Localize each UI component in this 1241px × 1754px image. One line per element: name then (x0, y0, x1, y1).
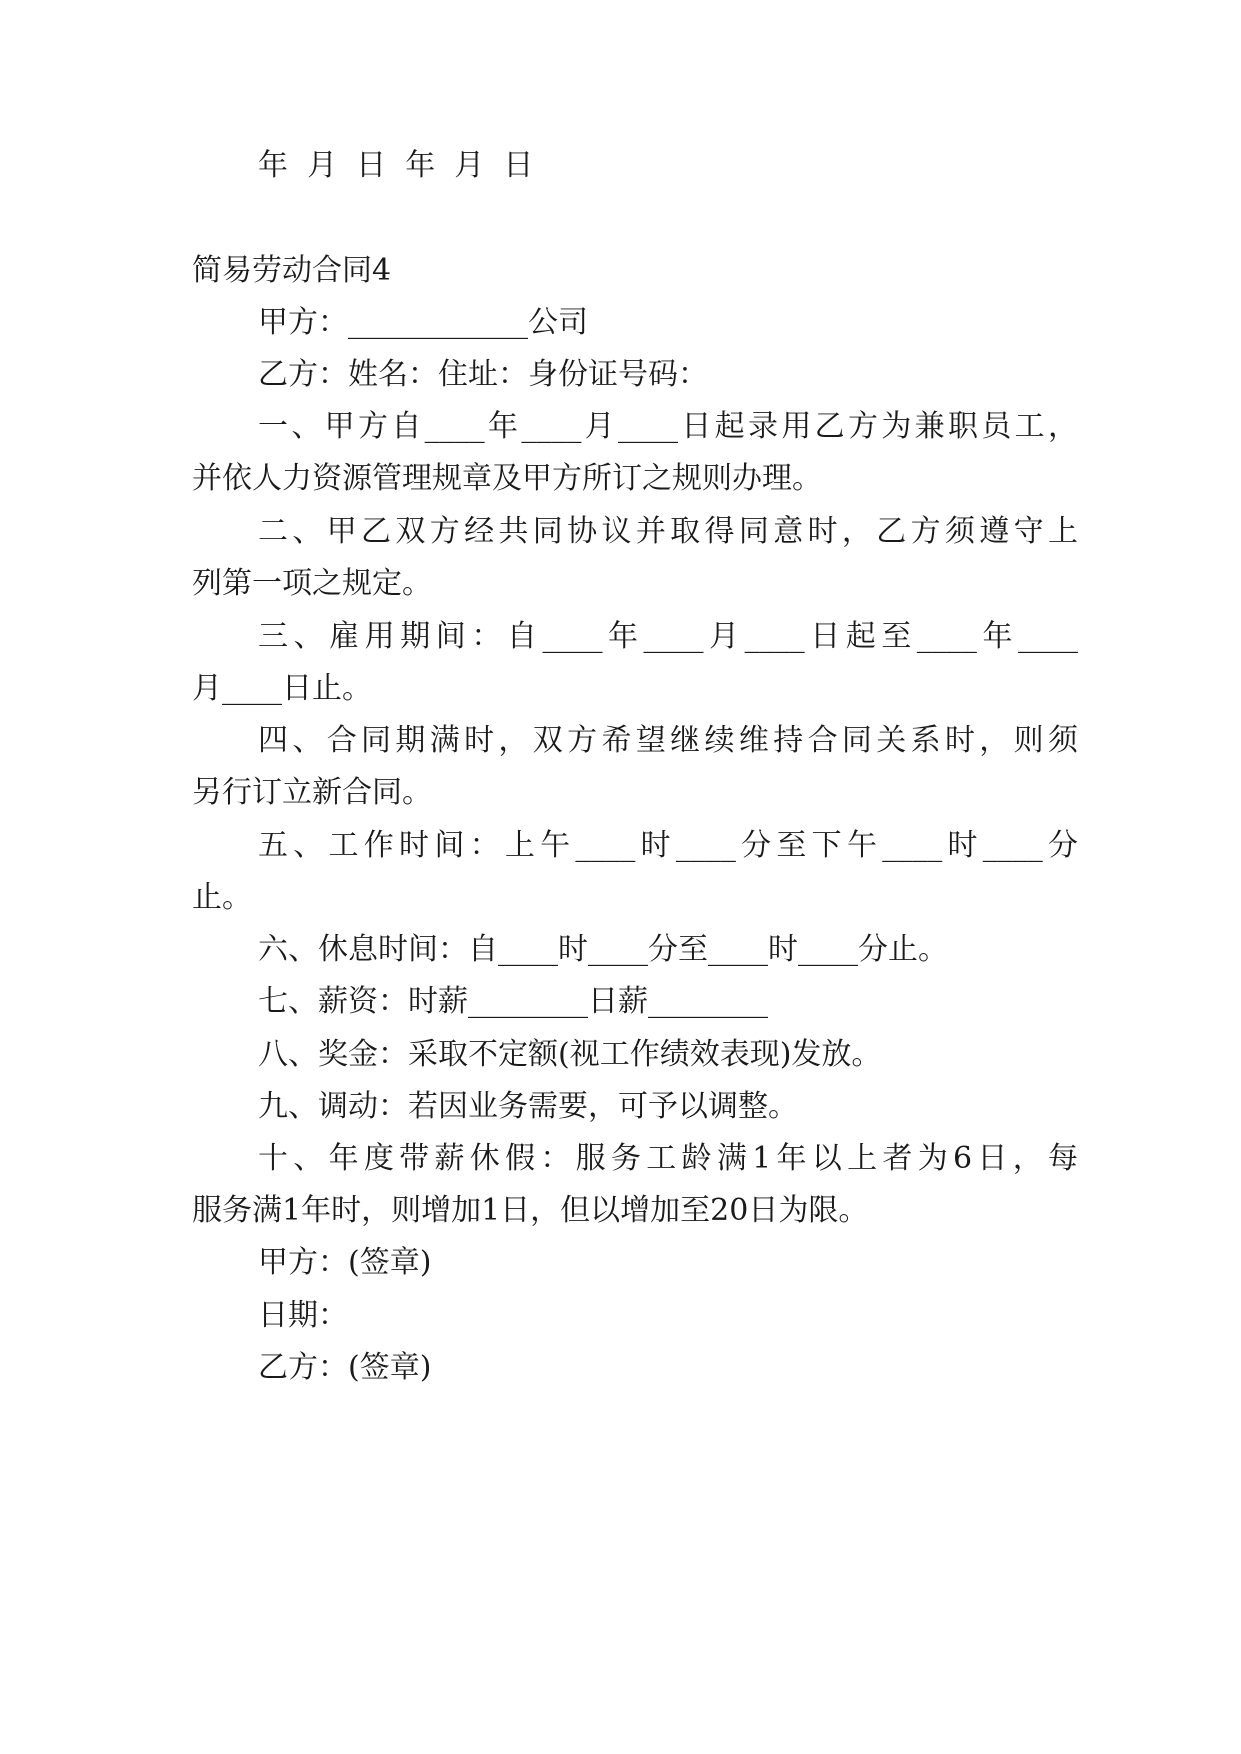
clause-3-line-2: 月____日止。 (192, 671, 372, 706)
date-line: 年 月 日 年 月 日 (258, 148, 534, 183)
clause-1-line-2: 并依人力资源管理规章及甲方所订之规则办理。 (192, 461, 822, 496)
clause-6: 六、休息时间：自____时____分至____时____分止。 (258, 932, 948, 967)
clause-2-line-2: 列第一项之规定。 (192, 566, 432, 601)
clause-10-line-1: 十、年度带薪休假：服务工龄满1年以上者为6日，每 (258, 1141, 1078, 1176)
clause-5-line-2: 止。 (192, 880, 252, 915)
document-title: 简易劳动合同4 (192, 253, 392, 288)
clause-2-line-1: 二、甲乙双方经共同协议并取得同意时，乙方须遵守上 (258, 514, 1078, 549)
signature-party-b: 乙方：(签章) (258, 1350, 432, 1385)
clause-5-line-1: 五、工作时间：上午____时____分至下午____时____分 (258, 828, 1078, 863)
clause-1-line-1: 一、甲方自____年____月____日起录用乙方为兼职员工， (258, 409, 1078, 444)
clause-4-line-2: 另行订立新合同。 (192, 775, 432, 810)
signature-date: 日期： (258, 1298, 348, 1333)
clause-3-line-1: 三、雇用期间：自____年____月____日起至____年____ (258, 619, 1078, 654)
clause-8: 八、奖金：采取不定额(视工作绩效表现)发放。 (258, 1037, 882, 1072)
clause-4-line-1: 四、合同期满时，双方希望继续维持合同关系时，则须 (258, 723, 1078, 758)
clause-10-line-2: 服务满1年时，则增加1日，但以增加至20日为限。 (192, 1193, 869, 1228)
party-b-line: 乙方：姓名：住址：身份证号码： (258, 357, 708, 392)
clause-9: 九、调动：若因业务需要，可予以调整。 (258, 1089, 798, 1124)
clause-7: 七、薪资：时薪________日薪________ (258, 984, 768, 1019)
party-a-line: 甲方：____________公司 (258, 305, 588, 340)
signature-party-a: 甲方：(签章) (258, 1245, 432, 1280)
